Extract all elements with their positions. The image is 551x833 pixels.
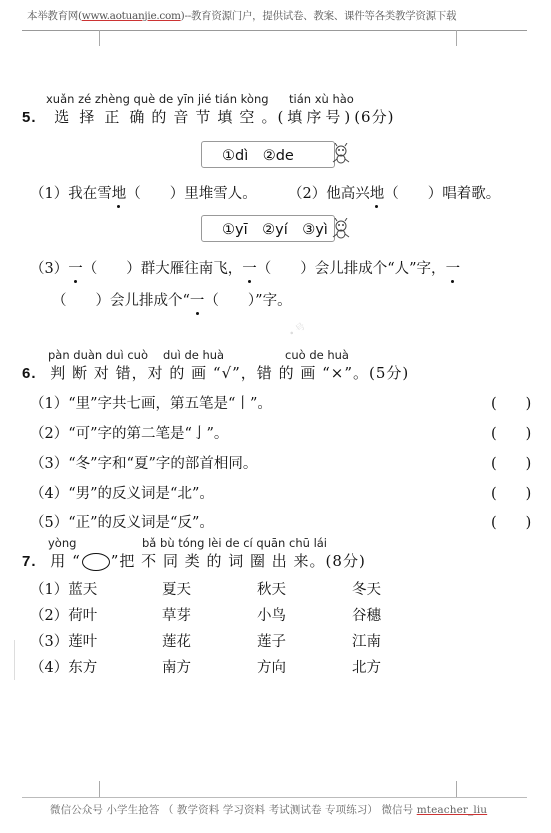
bug-icon (332, 218, 350, 240)
q7-row-1: （1）蓝天 夏天 秋天 冬天 (30, 578, 381, 599)
page-header (27, 8, 456, 23)
word[interactable]: 冬天 (352, 582, 381, 598)
page-footer: 微信公众号 小学生抢答 （ 教学资料 学习资料 考试测试卷 专项练习） 微信号 mteacher_liu (50, 804, 488, 816)
footer-wechat-id[interactable]: mteacher_liu (416, 804, 488, 816)
word[interactable]: 莲花 (162, 634, 191, 650)
circle-icon (82, 553, 110, 571)
q6-item-5: （5）“正”的反义词是“反”。 (30, 515, 214, 531)
q7-row-2: （2）荷叶 草芽 小鸟 谷穗 (30, 604, 381, 625)
word[interactable]: 夏天 (162, 582, 191, 598)
word[interactable]: 南方 (162, 660, 191, 676)
q6-pinyin-c: cuò de huà (285, 348, 349, 362)
option-box-1: ①dì ②de (201, 141, 335, 168)
margin-mark (14, 640, 29, 680)
word[interactable]: 小鸟 (257, 608, 286, 624)
header-url[interactable]: www.aotuanjie.com (81, 10, 181, 22)
word[interactable]: 谷穗 (352, 608, 381, 624)
q5-item-3: （3）一（ ）群大雁往南飞，一（ ）会儿排成个“人”字，一 (30, 261, 461, 277)
q6-answer-2[interactable]: ( ) (491, 426, 532, 442)
q7-title: 7. 用 “ ”把 不 同 类 的 词 圈 出 来。(8分) (22, 552, 366, 570)
q7-pinyin-b: bǎ bù tóng lèi de cí quān chū lái (142, 536, 327, 550)
q6-item-4: （4）“男”的反义词是“北”。 (30, 486, 214, 502)
crop-mark (456, 781, 473, 797)
q6-item-3: （3）“冬”字和“夏”字的部首相同。 (30, 456, 258, 472)
crop-mark (83, 781, 100, 797)
watermark: • 号 (287, 321, 308, 340)
q6-pinyin: pàn duàn duì cuò (48, 348, 148, 362)
word[interactable]: 方向 (257, 660, 286, 676)
option-box-2: ①yī ②yí ③yì (201, 215, 335, 242)
bug-icon (332, 143, 350, 165)
header-site: 本举教育网( (27, 10, 82, 22)
q5-title: 5. 选择正确的音节填空。(填序号)(6分) (22, 108, 395, 126)
q6-answer-3[interactable]: ( ) (491, 456, 532, 472)
q7-row-4: （4）东方 南方 方向 北方 (30, 656, 381, 677)
word[interactable]: 莲子 (257, 634, 286, 650)
q5-item-2: （2）他高兴地（ ）唱着歌。 (288, 186, 501, 202)
q6-title: 6. 判 断 对 错，对 的 画 “√”，错 的 画 “×”。(5分) (22, 364, 410, 382)
q6-answer-4[interactable]: ( ) (491, 486, 532, 502)
q6-answer-1[interactable]: ( ) (491, 396, 532, 412)
q6-item-2: （2）“可”字的第二笔是“亅”。 (30, 426, 229, 442)
q6-answer-5[interactable]: ( ) (491, 515, 532, 531)
q7-row-3: （3）莲叶 莲花 莲子 江南 (30, 630, 381, 651)
word[interactable]: 草芽 (162, 608, 191, 624)
word[interactable]: 秋天 (257, 582, 286, 598)
q7-pinyin-a: yòng (48, 536, 77, 550)
q5-pinyin-b: tián xù hào (289, 92, 354, 106)
word[interactable]: 江南 (352, 634, 381, 650)
q6-item-1: （1）“里”字共七画，第五笔是“丨”。 (30, 396, 272, 412)
q5-pinyin: xuǎn zé zhèng què de yīn jié tián kòng (46, 92, 269, 106)
q5-item-3-cont: （ ）会儿排成个“一（ ）”字。 (52, 293, 292, 309)
q5-item-1: （1）我在雪地（ ）里堆雪人。 (30, 186, 257, 202)
crop-mark (83, 30, 100, 46)
header-rest: )--教育资源门户，提供试卷、教案、课件等各类教学资源下载 (180, 10, 457, 22)
q6-pinyin-b: duì de huà (163, 348, 225, 362)
footer-rule (22, 797, 527, 798)
word[interactable]: 北方 (352, 660, 381, 676)
crop-mark (456, 30, 473, 46)
